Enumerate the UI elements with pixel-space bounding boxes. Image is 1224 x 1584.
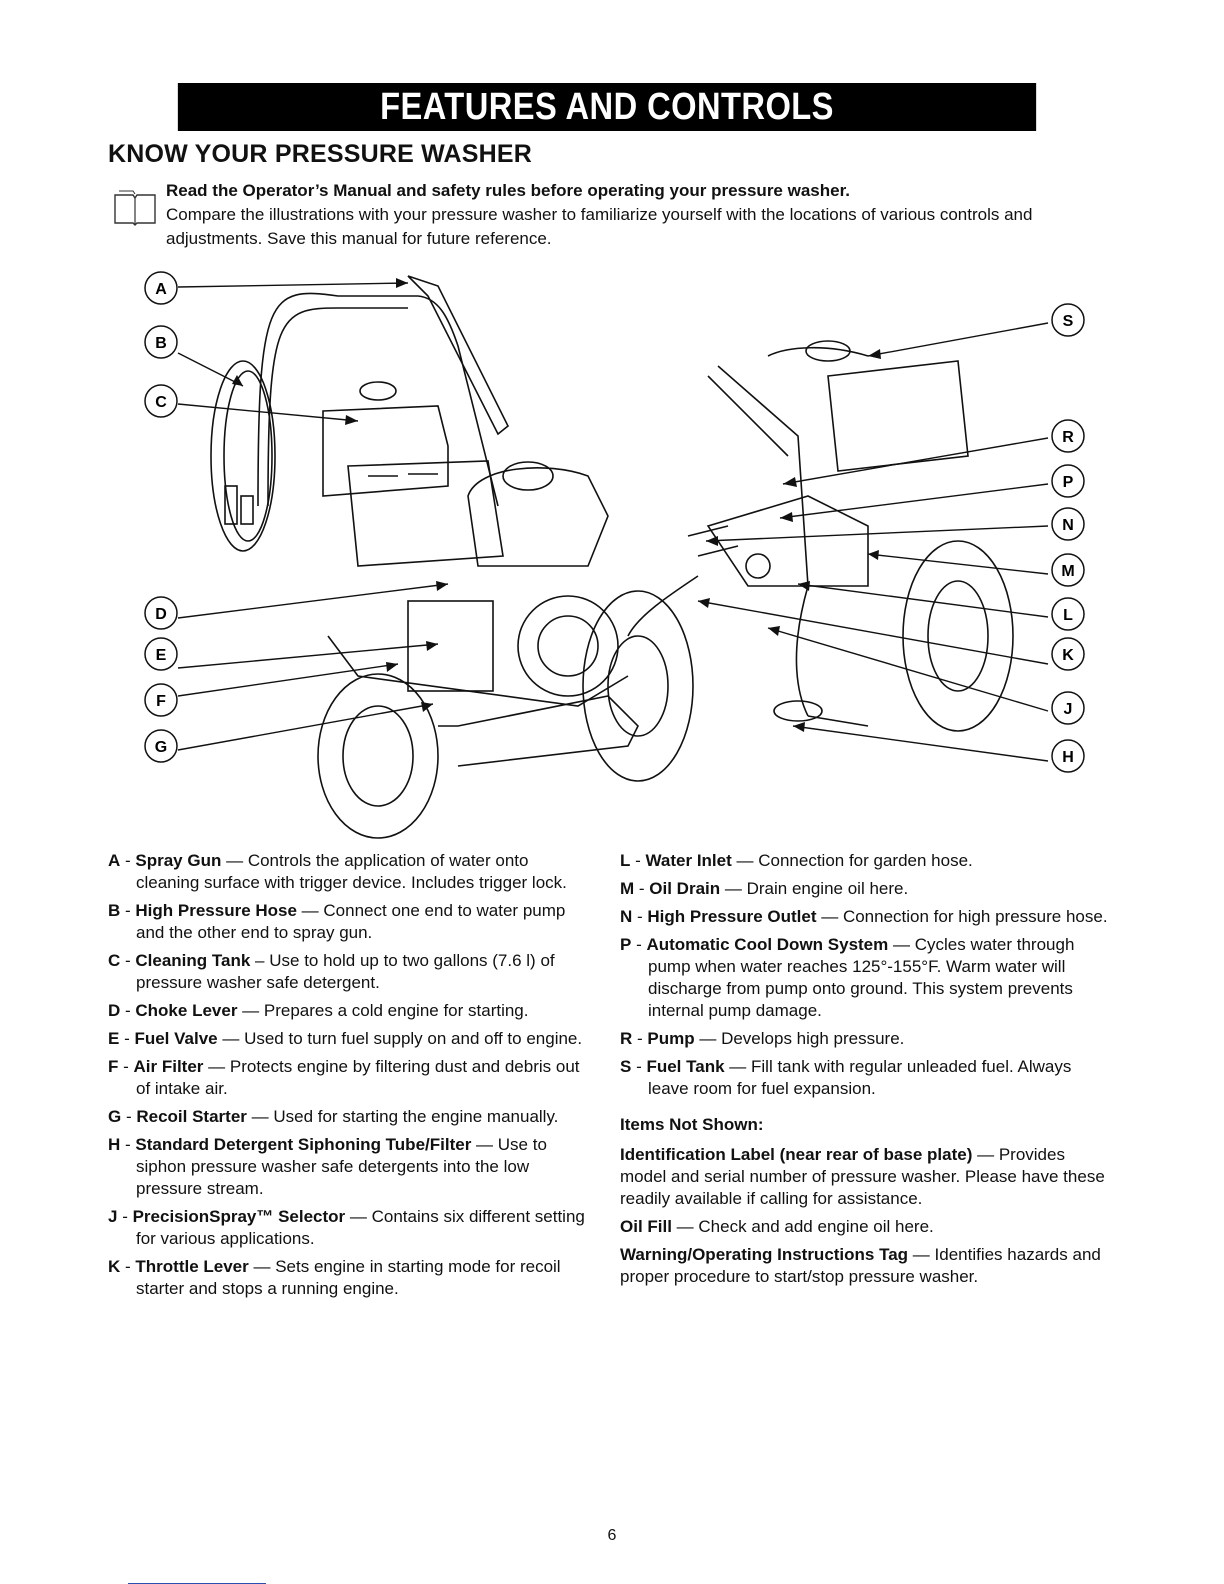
- callout-c-label: C: [155, 394, 167, 411]
- page-heading: KNOW YOUR PRESSURE WASHER: [108, 140, 533, 168]
- not-shown-item-identification-label: Identification Label (near rear of base plate) — Provides model and serial number of pressure washer. Please have these readily available if calling for assistance.: [620, 1145, 1105, 1208]
- callout-f-label: F: [156, 693, 166, 710]
- callout-r-label: R: [1062, 429, 1074, 446]
- safety-notice-bold: Read the Operator’s Manual and safety rules before operating your pressure washer.: [166, 181, 850, 200]
- part-item-g: G - Recoil Starter — Used for starting the engine manually.: [108, 1107, 559, 1126]
- callout-e: [145, 638, 177, 670]
- callout-l-label: L: [1063, 607, 1073, 624]
- callout-k: [1052, 638, 1084, 670]
- part-item-s: S - Fuel Tank — Fill tank with regular unleaded fuel. Always leave room for fuel expansion.: [620, 1057, 1072, 1098]
- callout-b: [145, 326, 177, 358]
- callout-m: [1052, 554, 1084, 586]
- callout-e-label: E: [155, 647, 167, 664]
- part-item-e: E - Fuel Valve — Used to turn fuel supply on and off to engine.: [108, 1029, 583, 1048]
- callout-p-label: P: [1062, 474, 1074, 491]
- callout-h-label: H: [1062, 749, 1074, 766]
- manual-book-icon: [111, 187, 159, 227]
- part-item-n: N - High Pressure Outlet — Connection for high pressure hose.: [620, 907, 1108, 926]
- part-item-a: A - Spray Gun — Controls the application of water onto cleaning surface with trigger device. Includes trigger lock.: [108, 851, 567, 892]
- callout-b-label: B: [155, 335, 167, 352]
- part-item-k: K - Throttle Lever — Sets engine in starting mode for recoil starter and stops a running engine.: [108, 1257, 561, 1298]
- callout-d-label: D: [155, 606, 167, 623]
- callout-p: [1052, 465, 1084, 497]
- part-item-l: L - Water Inlet — Connection for garden hose.: [620, 851, 973, 870]
- callout-d: [145, 597, 177, 629]
- callout-leaders: [178, 283, 1048, 761]
- section-banner: FEATURES AND CONTROLS: [178, 83, 1036, 131]
- callout-h: [1052, 740, 1084, 772]
- part-item-j: J - PrecisionSpray™ Selector — Contains six different setting for various applications.: [108, 1207, 585, 1248]
- part-item-p: P - Automatic Cool Down System — Cycles water through pump when water reaches 125°-155°F. Warm water will discharge from pump onto ground. This system prevents internal pump damage.: [620, 935, 1075, 1020]
- callout-s: [1052, 304, 1084, 336]
- callout-r: [1052, 420, 1084, 452]
- callout-c: [145, 385, 177, 417]
- not-shown-item-oil-fill: Oil Fill — Check and add engine oil here.: [620, 1217, 934, 1236]
- callout-l: [1052, 598, 1084, 630]
- pressure-washer-illustration: [108, 256, 1108, 846]
- callout-arrowheads: [232, 278, 881, 732]
- callout-f: [145, 684, 177, 716]
- callout-a: [145, 272, 177, 304]
- part-item-f: F - Air Filter — Protects engine by filtering dust and debris out of intake air.: [108, 1057, 580, 1098]
- safety-notice: [166, 180, 1096, 202]
- part-item-c: C - Cleaning Tank – Use to hold up to two gallons (7.6 l) of pressure washer safe detergent.: [108, 951, 555, 992]
- callout-n: [1052, 508, 1084, 540]
- parts-list-right: [620, 850, 1110, 1294]
- callout-j: [1052, 692, 1084, 724]
- callout-g: [145, 730, 177, 762]
- part-item-r: R - Pump — Develops high pressure.: [620, 1029, 905, 1048]
- callout-s-label: S: [1062, 313, 1074, 330]
- part-item-h: H - Standard Detergent Siphoning Tube/Filter — Use to siphon pressure washer safe detergents into the low pressure stream.: [108, 1135, 547, 1198]
- parts-list-left: [108, 850, 596, 1306]
- part-item-m: M - Oil Drain — Drain engine oil here.: [620, 879, 909, 898]
- part-item-d: D - Choke Lever — Prepares a cold engine for starting.: [108, 1001, 529, 1020]
- callout-k-label: K: [1062, 647, 1074, 664]
- safety-notice-body: Compare the illustrations with your pressure washer to familiarize yourself with the locations of various controls and adjustments. Save this manual for future reference.: [166, 205, 1033, 248]
- part-item-b: B - High Pressure Hose — Connect one end to water pump and the other end to spray gun.: [108, 901, 566, 942]
- not-shown-item-warning-tag: Warning/Operating Instructions Tag — Identifies hazards and proper procedure to start/stop pressure washer.: [620, 1245, 1101, 1286]
- callout-n-label: N: [1062, 517, 1074, 534]
- callout-j-label: J: [1063, 701, 1073, 718]
- callout-g-label: G: [154, 739, 168, 756]
- not-shown-heading: Items Not Shown:: [620, 1115, 764, 1134]
- page-number: 6: [607, 1527, 617, 1544]
- callout-a-label: A: [155, 281, 167, 298]
- callout-m-label: M: [1061, 563, 1075, 580]
- callout-markers: [145, 272, 1084, 772]
